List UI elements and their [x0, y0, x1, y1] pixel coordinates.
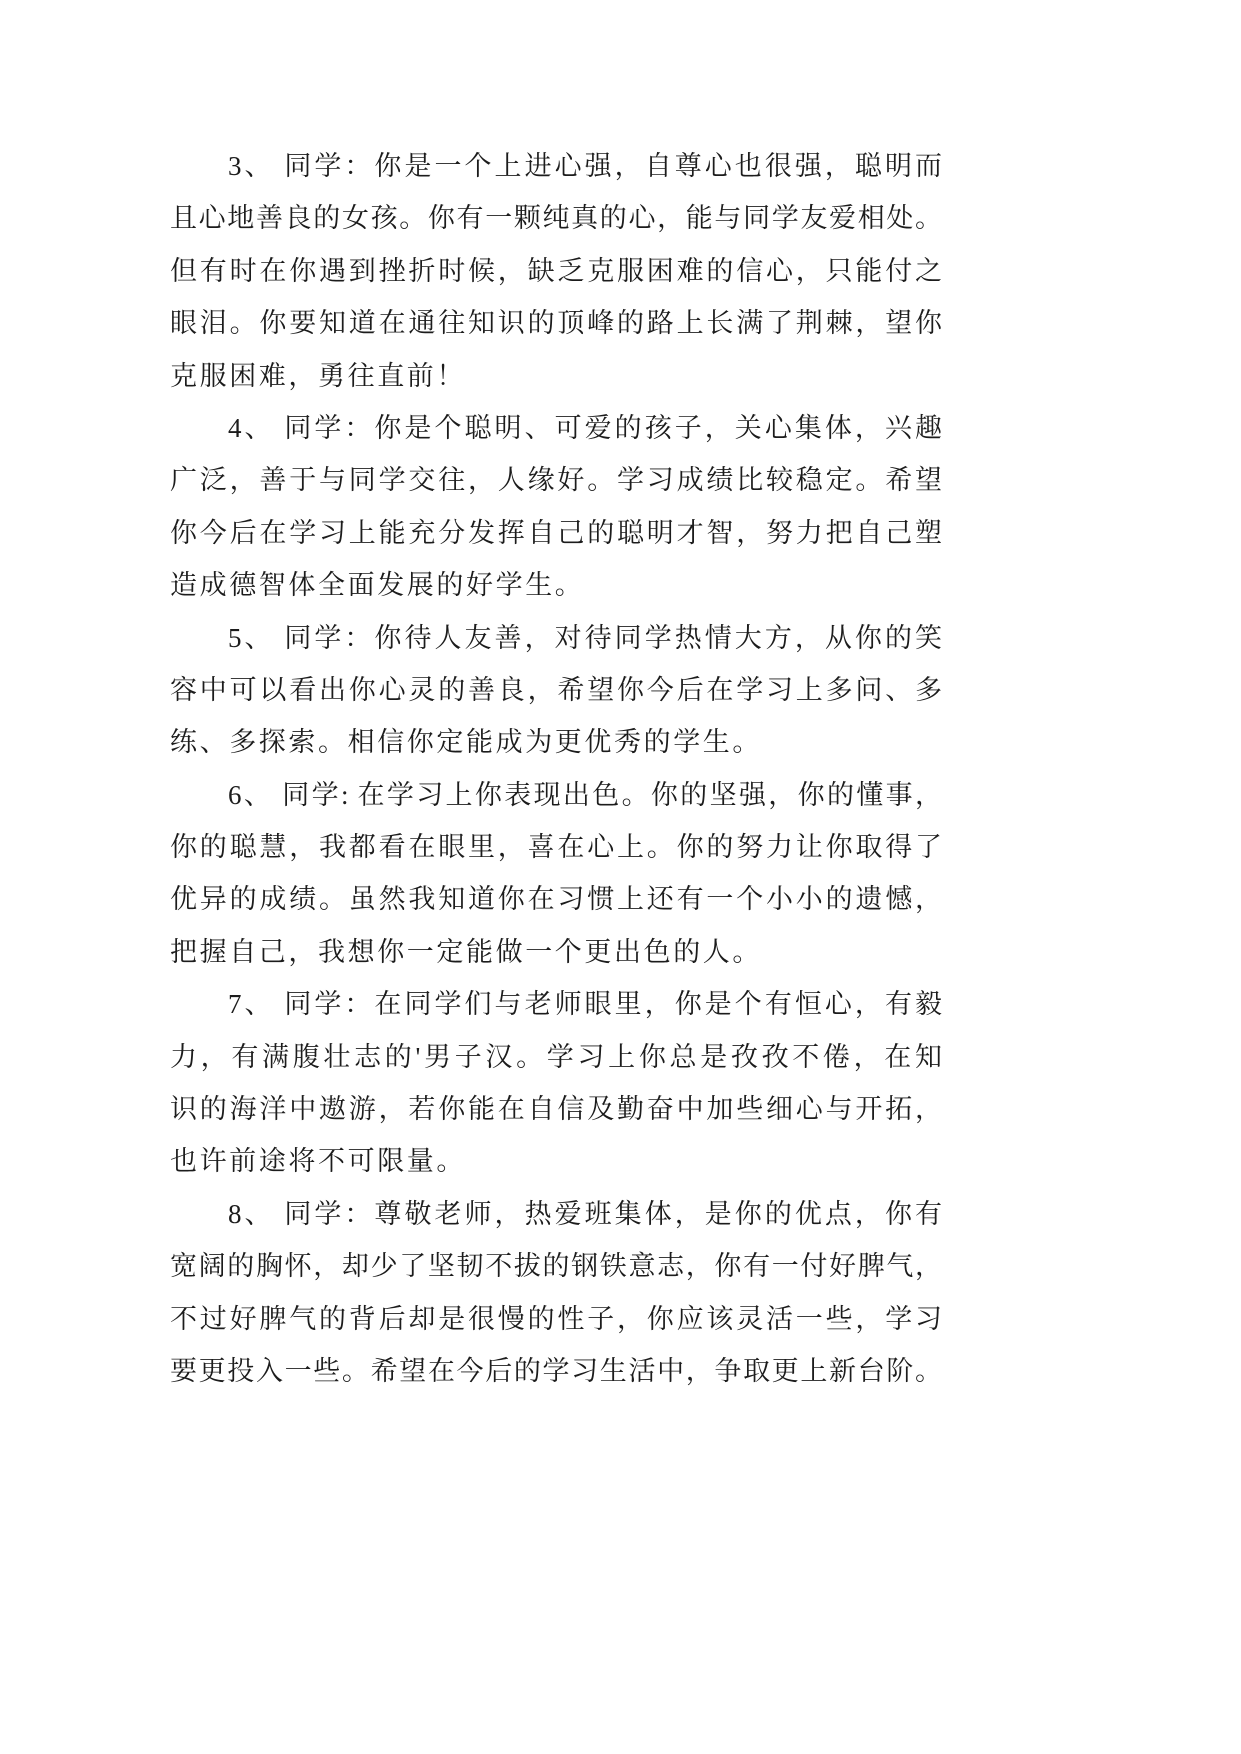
text-line: 8、 同学：尊敬老师，热爱班集体，是你的优点，你有	[228, 1198, 942, 1229]
text-line: 广泛，善于与同学交往，人缘好。学习成绩比较稳定。希望	[170, 465, 942, 496]
text-line: 练、多探索。相信你定能成为更优秀的学生。	[170, 727, 762, 758]
document-body	[170, 140, 942, 1397]
text-line: 你的聪慧，我都看在眼里，喜在心上。你的努力让你取得了	[170, 832, 942, 863]
text-line: 且心地善良的女孩。你有一颗纯真的心，能与同学友爱相处。	[170, 203, 942, 234]
text-line: 宽阔的胸怀，却少了坚韧不拔的钢铁意志，你有一付好脾气，	[170, 1251, 942, 1282]
text-line: 要更投入一些。希望在今后的学习生活中，争取更上新台阶。	[170, 1355, 942, 1386]
text-line: 4、 同学：你是个聪明、可爱的孩子，关心集体，兴趣	[228, 412, 942, 443]
text-line: 也许前途将不可限量。	[170, 1146, 466, 1177]
text-line: 识的海洋中遨游，若你能在自信及勤奋中加些细心与开拓，	[170, 1094, 942, 1125]
text-line: 6、 同学: 在学习上你表现出色。你的坚强，你的懂事，	[228, 779, 942, 810]
text-line: 3、 同学：你是一个上进心强，自尊心也很强，聪明而	[228, 151, 942, 181]
text-line: 把握自己，我想你一定能做一个更出色的人。	[170, 936, 762, 967]
text-line: 不过好脾气的背后却是很慢的性子，你应该灵活一些，学习	[170, 1303, 942, 1334]
comment-paragraph-5	[170, 612, 942, 769]
text-line: 优异的成绩。虽然我知道你在习惯上还有一个小小的遗憾，	[170, 884, 942, 915]
comment-paragraph-6	[170, 769, 942, 979]
text-line: 但有时在你遇到挫折时候，缺乏克服困难的信心，只能付之	[170, 255, 942, 286]
text-line: 你今后在学习上能充分发挥自己的聪明才智，努力把自己塑	[170, 517, 942, 548]
comment-paragraph-8	[170, 1188, 942, 1398]
text-line: 7、 同学：在同学们与老师眼里，你是个有恒心，有毅	[228, 989, 942, 1020]
comment-paragraph-3	[170, 140, 942, 402]
text-line: 力，有满腹壮志的'男子汉。学习上你总是孜孜不倦，在知	[170, 1041, 942, 1072]
text-line: 5、 同学：你待人友善，对待同学热情大方，从你的笑	[228, 622, 942, 653]
text-line: 眼泪。你要知道在通往知识的顶峰的路上长满了荆棘，望你	[170, 308, 942, 339]
text-line: 容中可以看出你心灵的善良，希望你今后在学习上多问、多	[170, 674, 942, 705]
comment-paragraph-7	[170, 978, 942, 1188]
comment-paragraph-4	[170, 402, 942, 612]
text-line: 造成德智体全面发展的好学生。	[170, 570, 585, 601]
text-line: 克服困难，勇往直前！	[170, 360, 466, 391]
